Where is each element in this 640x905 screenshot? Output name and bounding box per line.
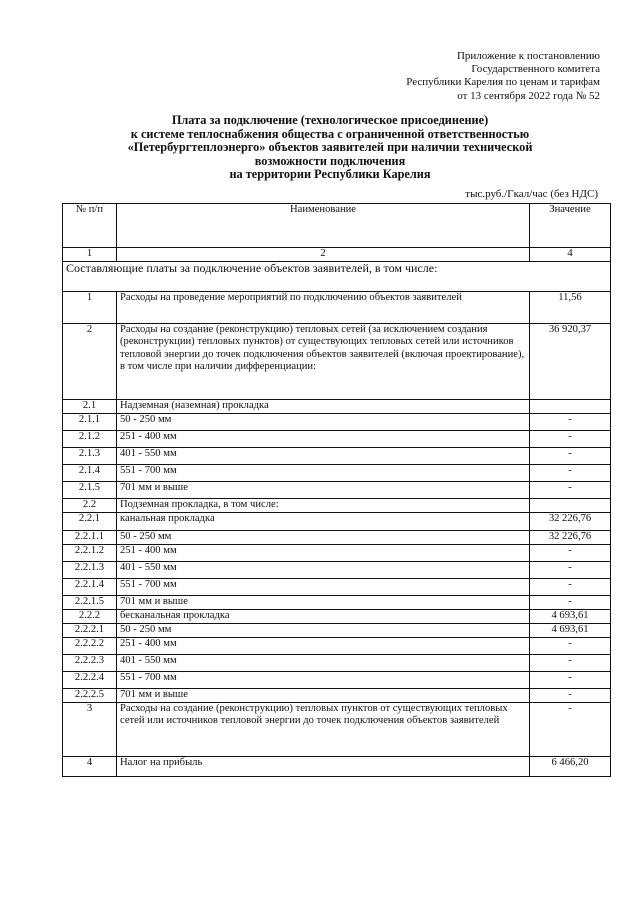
header-value: Значение xyxy=(530,204,611,248)
table-row xyxy=(63,399,611,413)
row-number: 2.2.1.2 xyxy=(63,544,117,561)
row-name: 701 мм и выше xyxy=(117,481,530,498)
table-row xyxy=(63,413,611,430)
row-name: 251 - 400 мм xyxy=(117,544,530,561)
row-value: 11,56 xyxy=(530,291,611,323)
row-number: 2.2.2.3 xyxy=(63,654,117,671)
row-value: 32 226,76 xyxy=(530,512,611,530)
index-row xyxy=(63,248,611,262)
table-row xyxy=(63,637,611,654)
units-label: тыс.руб./Гкал/час (без НДС) xyxy=(465,188,598,200)
table-row xyxy=(63,578,611,595)
section-heading: Составляющие платы за подключение объектов заявителей, в том числе: xyxy=(63,261,611,291)
row-value: - xyxy=(530,430,611,447)
row-value: - xyxy=(530,481,611,498)
table-row xyxy=(63,544,611,561)
title-line: «Петербургтеплоэнерго» объектов заявителей при наличии технической xyxy=(127,140,533,155)
row-name: 50 - 250 мм xyxy=(117,413,530,430)
table-row xyxy=(63,291,611,323)
title-line: возможности подключения xyxy=(254,153,406,168)
header-name: Наименование xyxy=(117,204,530,248)
appendix-line: Республики Карелия по ценам и тарифам xyxy=(406,76,600,89)
row-number: 2.1.3 xyxy=(63,447,117,464)
row-value: 6 466,20 xyxy=(530,756,611,776)
table-row xyxy=(63,447,611,464)
row-value: 32 226,76 xyxy=(530,530,611,544)
header-num: № п/п xyxy=(63,204,117,248)
header-row xyxy=(63,204,611,248)
row-number: 2 xyxy=(63,323,117,399)
row-number: 2.2.1 xyxy=(63,512,117,530)
row-number: 2.2.2.1 xyxy=(63,623,117,637)
row-number: 2.1 xyxy=(63,399,117,413)
row-value: - xyxy=(530,637,611,654)
section-row xyxy=(63,261,611,291)
title-line: к системе теплоснабжения общества с ограниченной ответственностью xyxy=(130,126,530,141)
row-number: 2.2.2 xyxy=(63,609,117,623)
row-number: 1 xyxy=(63,291,117,323)
row-value: - xyxy=(530,595,611,609)
row-name: Надземная (наземная) прокладка xyxy=(117,399,530,413)
row-value: - xyxy=(530,654,611,671)
index-num: 1 xyxy=(63,248,117,262)
row-number: 2.1.4 xyxy=(63,464,117,481)
title-line: Плата за подключение (технологическое присоединение) xyxy=(171,113,489,127)
row-name: 701 мм и выше xyxy=(117,595,530,609)
row-name: Расходы на создание (реконструкцию) тепловых пунктов от существующих тепловых сетей или источников тепловой энергии до точек подключения объектов заявителей xyxy=(117,702,530,756)
row-number: 2.2.2.5 xyxy=(63,688,117,702)
row-value: 4 693,61 xyxy=(530,623,611,637)
row-name: канальная прокладка xyxy=(117,512,530,530)
row-value: - xyxy=(530,413,611,430)
table-row xyxy=(63,595,611,609)
row-number: 2.2.2.4 xyxy=(63,671,117,688)
table-row xyxy=(63,609,611,623)
appendix-line: Приложение к постановлению xyxy=(456,50,600,62)
row-value: - xyxy=(530,464,611,481)
row-name: 551 - 700 мм xyxy=(117,578,530,595)
row-number: 3 xyxy=(63,702,117,756)
row-name: Расходы на создание (реконструкцию) тепловых сетей (за исключением создания (реконструкции) тепловых пунктов) от существующих тепловых сетей или источников тепловой энергии до точек подключения объектов заявителей (включая проектирование), в том числе при наличии дифференциации: xyxy=(117,323,530,399)
row-number: 2.2.1.4 xyxy=(63,578,117,595)
row-name: 401 - 550 мм xyxy=(117,447,530,464)
tariff-table xyxy=(62,203,611,777)
row-number: 2.2.1.3 xyxy=(63,561,117,578)
row-number: 2.1.5 xyxy=(63,481,117,498)
row-value: - xyxy=(530,447,611,464)
row-name: 701 мм и выше xyxy=(117,688,530,702)
index-name: 2 xyxy=(117,248,530,262)
row-value: - xyxy=(530,561,611,578)
appendix-note xyxy=(300,50,600,103)
table-row xyxy=(63,498,611,512)
row-value: - xyxy=(530,544,611,561)
title-line: на территории Республики Карелия xyxy=(229,167,431,182)
appendix-line: Государственного комитета xyxy=(471,63,600,76)
row-value: - xyxy=(530,702,611,756)
row-name: Налог на прибыль xyxy=(117,756,530,776)
table-row xyxy=(63,688,611,702)
document-title xyxy=(60,114,600,182)
row-name: 251 - 400 мм xyxy=(117,637,530,654)
table-row xyxy=(63,530,611,544)
row-value xyxy=(530,399,611,413)
row-name: Расходы на проведение мероприятий по подключению объектов заявителей xyxy=(117,291,530,323)
table-row xyxy=(63,654,611,671)
row-number: 2.2.2.2 xyxy=(63,637,117,654)
table-row xyxy=(63,623,611,637)
table-row xyxy=(63,756,611,776)
table-row xyxy=(63,323,611,399)
row-number: 2.1.1 xyxy=(63,413,117,430)
index-value: 4 xyxy=(530,248,611,262)
row-number: 2.1.2 xyxy=(63,430,117,447)
row-name: 50 - 250 мм xyxy=(117,530,530,544)
table-row xyxy=(63,430,611,447)
row-number: 2.2.1.1 xyxy=(63,530,117,544)
row-name: Подземная прокладка, в том числе: xyxy=(117,498,530,512)
row-name: 401 - 550 мм xyxy=(117,561,530,578)
row-name: бесканальная прокладка xyxy=(117,609,530,623)
row-value: - xyxy=(530,671,611,688)
table-row xyxy=(63,702,611,756)
table-row xyxy=(63,481,611,498)
appendix-line: от 13 сентября 2022 года № 52 xyxy=(457,89,600,102)
row-value xyxy=(530,498,611,512)
row-value: 4 693,61 xyxy=(530,609,611,623)
table-row xyxy=(63,561,611,578)
row-value: - xyxy=(530,578,611,595)
row-number: 4 xyxy=(63,756,117,776)
row-value: 36 920,37 xyxy=(530,323,611,399)
row-name: 401 - 550 мм xyxy=(117,654,530,671)
row-name: 551 - 700 мм xyxy=(117,464,530,481)
row-value: - xyxy=(530,688,611,702)
table-row xyxy=(63,512,611,530)
table-row xyxy=(63,464,611,481)
row-number: 2.2 xyxy=(63,498,117,512)
row-number: 2.2.1.5 xyxy=(63,595,117,609)
row-name: 551 - 700 мм xyxy=(117,671,530,688)
row-name: 50 - 250 мм xyxy=(117,623,530,637)
row-name: 251 - 400 мм xyxy=(117,430,530,447)
table-row xyxy=(63,671,611,688)
